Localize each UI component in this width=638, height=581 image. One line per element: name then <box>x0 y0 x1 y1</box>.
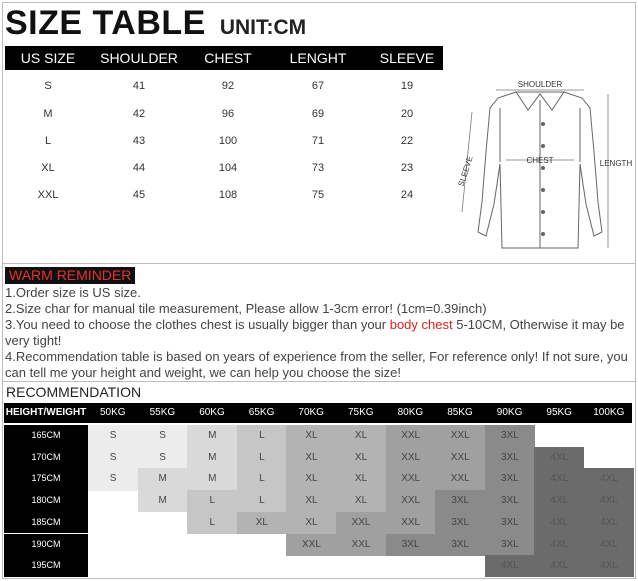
size-table-cell: 45 <box>132 189 146 201</box>
size-recommendation-cell: S <box>88 425 138 447</box>
size-recommendation-cell: 4XL <box>584 468 634 490</box>
size-table-cell: M <box>43 108 53 120</box>
size-recommendation-cell: XXL <box>336 534 386 556</box>
warm-reminder <box>5 267 629 381</box>
size-recommendation-cell: 3XL <box>485 468 535 490</box>
weight-header: 60KG <box>199 407 225 418</box>
size-recommendation-cell: M <box>138 468 188 490</box>
size-recommendation-cell: 4XL <box>534 534 584 556</box>
weight-header: 80KG <box>397 407 424 418</box>
size-recommendation-cell: 4XL <box>534 490 584 512</box>
reminder-line-3-highlight: body chest <box>389 317 453 332</box>
size-recommendation-cell: L <box>187 490 237 512</box>
weight-header: 90KG <box>496 407 523 418</box>
column-header-sleeve: SLEEVE <box>379 50 435 66</box>
weight-header: 100KG <box>593 407 625 418</box>
reminder-line-2: 2.Size char for manual tile measurement, Please allow 1-3cm error! (1cm=0.39inch) <box>5 301 487 316</box>
unit-label: UNIT:CM <box>219 16 307 39</box>
reminder-line-1: 1.Order size is US size. <box>5 285 141 300</box>
size-table-cell: 73 <box>311 162 325 174</box>
size-table-cell: 92 <box>221 80 235 92</box>
size-recommendation-cell: L <box>237 468 287 490</box>
size-recommendation-cell: XL <box>286 490 336 512</box>
size-table-cell: 100 <box>218 135 238 147</box>
size-table-cell: L <box>44 135 52 147</box>
page-title: SIZE TABLE <box>5 4 206 42</box>
size-recommendation-cell: XXL <box>336 512 386 534</box>
column-header-us-size: US SIZE <box>20 50 76 66</box>
size-recommendation-cell: XXL <box>386 468 436 490</box>
size-recommendation-cell: 3XL <box>485 425 535 447</box>
size-recommendation-cell: 4XL <box>584 555 634 577</box>
size-table-cell: S <box>44 80 52 92</box>
diagram-label-shoulder: SHOULDER <box>517 80 563 89</box>
size-recommendation-cell: M <box>138 490 188 512</box>
size-recommendation-cell: L <box>237 490 287 512</box>
size-recommendation-cell: XL <box>336 490 386 512</box>
size-table-cell: 67 <box>311 80 325 92</box>
size-recommendation-cell: 3XL <box>435 534 485 556</box>
diagram-label-length: LENGTH <box>599 159 633 168</box>
diagram-label-chest: CHEST <box>526 156 554 165</box>
recommendation-label: RECOMMENDATION <box>6 384 142 400</box>
divider <box>2 381 636 382</box>
size-table-cell: 19 <box>400 80 414 92</box>
size-table-cell: 96 <box>221 108 235 120</box>
size-recommendation-cell: S <box>88 468 138 490</box>
height-label: 165CM <box>4 425 88 447</box>
size-table-header <box>5 4 306 44</box>
size-recommendation-cell: 3XL <box>485 512 535 534</box>
size-recommendation-cell: XXL <box>286 534 336 556</box>
size-recommendation-cell: L <box>237 447 287 469</box>
size-recommendation-cell: XXL <box>435 447 485 469</box>
height-label: 180CM <box>4 490 88 512</box>
height-label: 175CM <box>4 468 88 490</box>
size-recommendation-cell: XXL <box>386 425 436 447</box>
size-recommendation-cell: L <box>187 512 237 534</box>
size-recommendation-cell: XL <box>286 512 336 534</box>
size-recommendation-cell: XL <box>336 425 386 447</box>
size-recommendation-cell: 3XL <box>435 490 485 512</box>
height-label: 170CM <box>4 447 88 469</box>
size-table-cell: 104 <box>218 162 238 174</box>
size-recommendation-cell: 3XL <box>386 534 436 556</box>
reminder-line-3-end: 5-10CM, Otherwise it may be very tight! <box>5 317 625 348</box>
size-recommendation-cell: XXL <box>435 468 485 490</box>
size-recommendation-cell: 4XL <box>534 447 584 469</box>
weight-header: 70KG <box>298 407 324 418</box>
size-recommendation-cell: 3XL <box>485 447 535 469</box>
size-recommendation-cell: XL <box>286 468 336 490</box>
size-table-cell: 44 <box>132 162 146 174</box>
size-table-cell: 20 <box>400 108 414 120</box>
weight-header: 50KG <box>100 407 126 418</box>
size-recommendation-cell: 4XL <box>534 555 584 577</box>
size-recommendation-cell: XXL <box>386 447 436 469</box>
size-recommendation-cell: M <box>187 447 237 469</box>
size-table-cell: 71 <box>311 135 325 147</box>
weight-header: 75KG <box>348 407 374 418</box>
size-recommendation-cell: 4XL <box>534 468 584 490</box>
warm-reminder-title: WARM REMINDER <box>5 267 135 284</box>
size-recommendation-cell: S <box>138 425 188 447</box>
size-recommendation-cell: XL <box>286 447 336 469</box>
size-recommendation-cell: 4XL <box>534 512 584 534</box>
size-recommendation-cell: 4XL <box>584 534 634 556</box>
size-recommendation-cell: M <box>187 468 237 490</box>
recommendation-header-row <box>4 403 632 423</box>
size-recommendation-cell: XL <box>237 512 287 534</box>
size-recommendation-cell: 3XL <box>485 490 535 512</box>
weight-header: 95KG <box>546 407 572 418</box>
size-recommendation-cell: 4XL <box>584 490 634 512</box>
size-table-cell: 75 <box>311 189 325 201</box>
column-header-length: LENGHT <box>289 50 347 66</box>
size-table-cell: 42 <box>132 108 146 120</box>
size-recommendation-cell: 4XL <box>485 555 535 577</box>
height-label: 185CM <box>4 512 88 534</box>
size-recommendation-cell: XL <box>336 447 386 469</box>
size-table-header-row <box>5 46 443 70</box>
height-label: 190CM <box>4 534 88 556</box>
size-table-cell: XL <box>41 162 55 174</box>
weight-header: 55KG <box>149 407 176 418</box>
size-table-cell: 22 <box>400 135 414 147</box>
shirt-measurement-diagram <box>448 72 634 262</box>
size-recommendation-cell: 4XL <box>584 512 634 534</box>
reminder-line-3 <box>5 317 629 349</box>
height-label: 195CM <box>4 555 88 577</box>
size-table-cell: 23 <box>400 162 414 174</box>
size-table-cell: 24 <box>400 189 414 201</box>
divider <box>2 263 636 264</box>
column-header-chest: CHEST <box>204 50 252 66</box>
size-table-cell: 41 <box>132 80 146 92</box>
size-recommendation-cell: 3XL <box>485 534 535 556</box>
size-recommendation-cell: XXL <box>386 512 436 534</box>
size-recommendation-cell: L <box>237 425 287 447</box>
reminder-line-3-start: 3.You need to choose the clothes chest is usually bigger than your <box>5 317 390 332</box>
diagram-label-sleeve: SLEEVE <box>456 155 475 188</box>
recommendation-corner-label: HEIGHT/WEIGHT <box>5 407 87 418</box>
size-recommendation-cell: S <box>88 447 138 469</box>
weight-header: 65KG <box>248 407 275 418</box>
size-recommendation-cell: S <box>138 447 188 469</box>
reminder-line-4: 4.Recommendation table is based on years of experience from the seller, For reference only! If not sure, you can tell me your height and weight, we can help you choose the size! <box>5 349 628 380</box>
size-table-cell: 69 <box>311 108 325 120</box>
size-recommendation-cell: XL <box>286 425 336 447</box>
size-recommendation-cell: XXL <box>386 490 436 512</box>
size-table-cell: 108 <box>218 189 238 201</box>
size-table-cell: XXL <box>37 189 59 201</box>
size-recommendation-cell: 3XL <box>435 512 485 534</box>
weight-header: 85KG <box>447 407 473 418</box>
size-recommendation-cell: M <box>187 425 237 447</box>
column-header-shoulder: SHOULDER <box>100 50 178 66</box>
size-recommendation-cell: XXL <box>435 425 485 447</box>
size-table-cell: 43 <box>132 135 146 147</box>
size-recommendation-cell: XL <box>336 468 386 490</box>
